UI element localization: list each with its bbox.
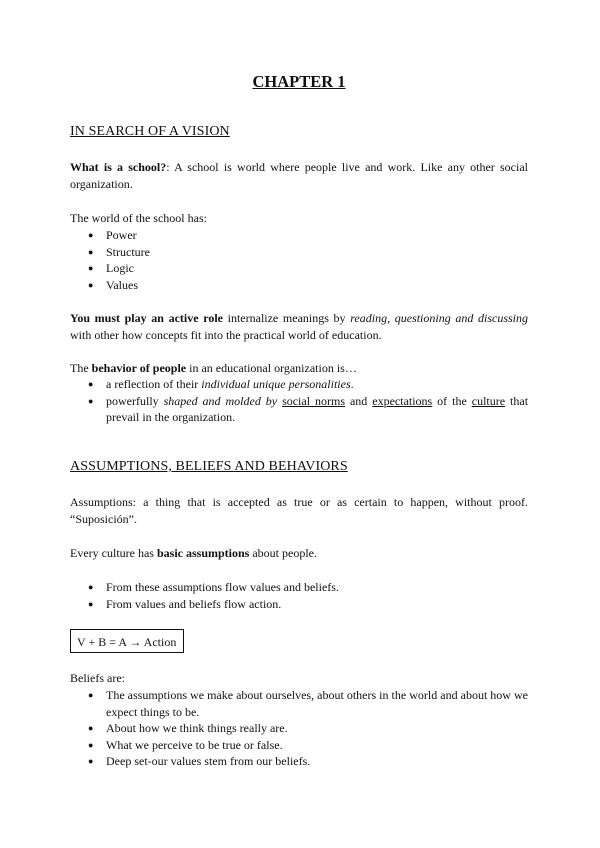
bullet-icon: ● [88,379,94,389]
behavior-list [70,376,528,426]
section-heading-vision: IN SEARCH OF A VISION [70,124,230,139]
bullet-icon: ● [88,279,94,290]
list-item: ● From values and beliefs flow action. [88,596,282,611]
section-heading-assumptions: ASSUMPTIONS, BELIEFS AND BEHAVIORS [70,459,348,474]
bullet-icon: ● [88,598,94,609]
beliefs-list [70,687,528,770]
list-item: ● Power [88,228,137,242]
bullet-icon: ● [88,723,94,734]
bullet-icon: ● [88,263,94,274]
list-item: ● From these assumptions flow values and beliefs. [88,580,339,594]
list-item: ● What we perceive to be true or false. [88,737,283,752]
list-item: ● a reflection of their individual unique personalities. [88,377,354,391]
list-item: ● Structure [88,244,150,259]
list-item: ● The assumptions we make about ourselves, about others in the world and about how we expect things to be. [88,688,528,719]
behavior-bold: behavior of people [91,361,187,375]
beliefs-intro: Beliefs are: [70,671,125,685]
formula-box: V + B = A → Action [70,629,184,653]
bullet-icon: ● [88,739,94,750]
bullet-icon: ● [88,690,94,700]
culture-line: Every culture has basic assumptions about people. [70,546,317,560]
bullet-icon: ● [88,230,94,240]
what-is-school-paragraph [70,159,528,193]
list-item: ● Logic [88,261,134,276]
bullet-icon: ● [88,246,94,257]
flow-list [70,579,528,612]
world-list [70,227,528,293]
basic-assumptions-bold: basic assumptions [156,546,250,560]
list-item: ● About how we think things really are. [88,721,288,736]
world-intro: The world of the school has: [70,211,207,225]
bullet-icon: ● [88,395,94,406]
list-item: ● Values [88,277,138,292]
chapter-title: CHAPTER 1 [252,72,346,91]
behavior-intro: The behavior of people in an educational organization is… [70,361,357,375]
active-role-paragraph: You must play an active role internalize meanings by reading, questioning and discussing with other how concepts fit into the practical world of education. [70,311,528,342]
what-is-school-lead: What is a school? [70,160,167,174]
bullet-icon: ● [88,582,94,592]
what-is-school-text: : A school is world where people live and work. Like any other social organization. [70,160,528,191]
list-item: ● Deep set-our values stem from our beliefs. [88,754,311,769]
bullet-icon: ● [88,756,94,767]
list-item: ● powerfully shaped and molded by social norms and expectations of the culture that prevail in the organization. [88,393,529,425]
active-role-lead: You must play an active role [70,311,223,325]
assumptions-definition: Assumptions: a thing that is accepted as true or as certain to happen, without proof. “Suposición”. [70,495,528,526]
active-role-italic: reading, questioning and discussing [350,311,528,325]
